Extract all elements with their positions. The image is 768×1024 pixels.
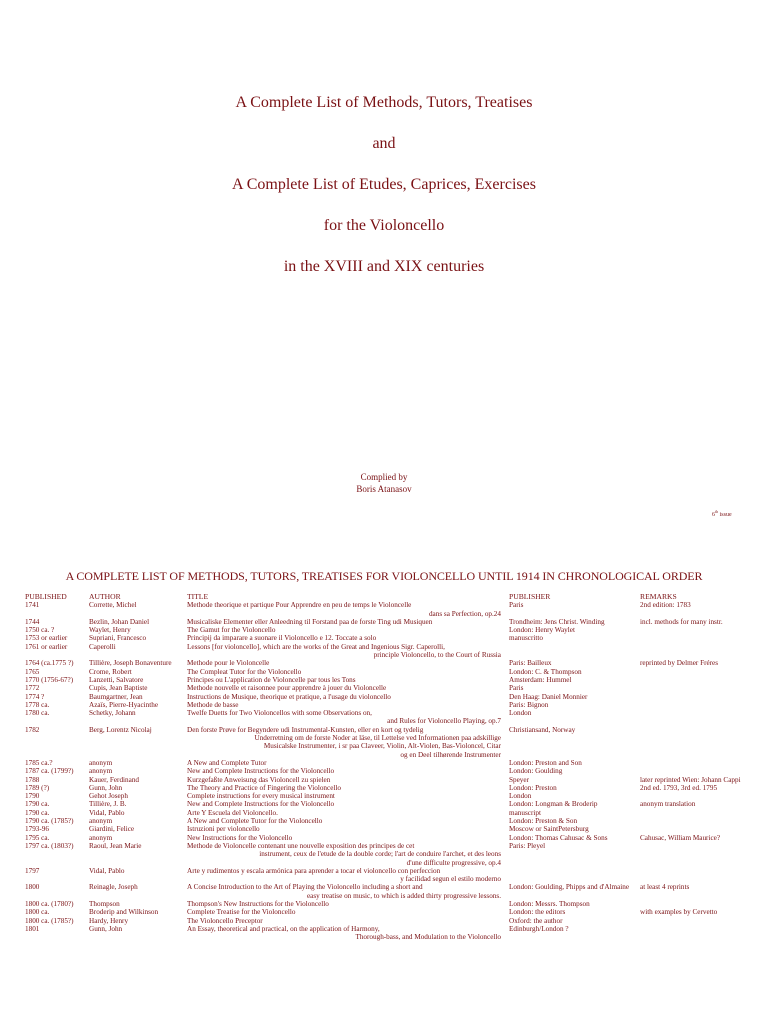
row-author: Cupis, Jean Baptiste <box>89 684 148 693</box>
row-publisher: Paris: Bignon <box>509 700 549 709</box>
row-title: New and Complete Instructions for the Violoncello <box>187 800 335 809</box>
row-publisher: Moscow or SaintPetersburg <box>509 825 589 834</box>
table-row-continuation <box>0 875 768 883</box>
table-row <box>0 834 768 842</box>
row-title-continuation: Musicalske Instrumenter, i sr paa Claveer, Violin, Alt-Violen, Bas-Violoncel, Citar <box>263 742 501 751</box>
table-row <box>0 809 768 817</box>
row-author: Kauer, Ferdinand <box>89 775 140 784</box>
row-published: 1772 <box>25 684 40 693</box>
title-line-2: and <box>372 135 396 152</box>
row-author: Vidal, Pablo <box>89 808 125 817</box>
row-published: 1770 (1756-67?) <box>25 675 74 684</box>
row-author: Bezlin, Johan Daniel <box>89 617 150 626</box>
row-remarks: later reprinted Wien: Johann Cappi <box>640 775 741 784</box>
row-publisher: London: the editors <box>509 908 566 917</box>
row-title: Twelfe Duetts for Two Violoncellos with some Observations on, <box>187 709 372 718</box>
compiled-by-block <box>0 471 768 495</box>
table-row-continuation <box>0 751 768 759</box>
row-author: Corrette, Michel <box>89 601 137 610</box>
row-title: Methode de Violoncelle contenant une nouvelle exposition des principes de cet <box>187 841 415 850</box>
row-title: Istruzioni per violoncello <box>187 825 260 834</box>
row-publisher: London <box>509 792 532 801</box>
row-author: Raoul, Jean Marie <box>89 841 142 850</box>
row-author: Thompson <box>89 899 120 908</box>
row-title-continuation: d'une difficulte progressive, op.4 <box>406 858 501 867</box>
row-remarks: 2nd ed. 1793, 3rd ed. 1795 <box>640 783 718 792</box>
table-row <box>0 908 768 916</box>
row-published: 1788 <box>25 775 40 784</box>
row-author: Baumgartner, Jean <box>89 692 143 701</box>
row-publisher: London: Longman & Broderip <box>509 800 598 809</box>
row-remarks: Cahusac, William Maurice? <box>640 833 721 842</box>
row-publisher: London: Henry Waylet <box>509 626 575 635</box>
row-publisher: Paris <box>509 601 524 610</box>
row-title: An Essay, theoretical and practical, on the application of Harmony, <box>187 924 380 933</box>
row-publisher: Edinburgh/London ? <box>509 924 569 933</box>
table-row-continuation <box>0 734 768 742</box>
row-publisher: Paris: Pleyel <box>509 841 546 850</box>
row-remarks: 2nd edition: 1783 <box>640 601 691 610</box>
row-author: Gehot Joseph <box>89 792 128 801</box>
row-title: Principes ou L'application de Violoncelle par tous les Tons <box>187 675 356 684</box>
row-publisher: London: Messrs. Thompson <box>509 899 590 908</box>
row-author: Crome, Robert <box>89 667 132 676</box>
row-title: Arte y rudimentos y escala armónica para aprender a tocar el violoncello con perfeccion <box>187 866 441 875</box>
row-title: Methode theorique et partique Pour Apprendre en peu de temps le Violoncelle <box>187 601 412 610</box>
row-title: The Violoncello Preceptor <box>187 916 263 925</box>
table-row <box>0 701 768 709</box>
row-published: 1793-96 <box>25 825 49 834</box>
row-published: 1789 (?) <box>25 783 50 792</box>
row-author: Azaïs, Pierre-Hyacinthe <box>89 700 159 709</box>
row-title: New and Complete Instructions for the Violoncello <box>187 767 335 776</box>
issue-note <box>712 509 732 518</box>
row-publisher: Amsterdam: Hummel <box>509 675 572 684</box>
row-publisher: Christiansand, Norway <box>509 725 576 734</box>
table-row <box>0 693 768 701</box>
row-title: Methode pour le Violoncelle <box>187 659 270 668</box>
row-title: The Gamut for the Violoncello <box>187 626 276 635</box>
row-title: Den forste Prøve for Begyndere udi Instrumental-Kunsten, eller en kort og tydelig <box>187 725 424 734</box>
row-title: A New and Complete Tutor <box>187 758 267 767</box>
row-title-continuation: Thorough-bass, and Modulation to the Violoncello <box>355 933 501 942</box>
table-row <box>0 659 768 667</box>
row-title: Thompson's New Instructions for the Violoncello <box>187 899 329 908</box>
row-title: Lessons [for violoncello], which are the works of the Great and Ingenious Sigr. Caperolli, <box>187 642 445 651</box>
row-publisher: London: Preston & Son <box>509 817 578 826</box>
table-row <box>0 784 768 792</box>
table-row-continuation <box>0 850 768 858</box>
header-remarks: REMARKS <box>640 593 677 601</box>
row-author: Gunn, John <box>89 783 123 792</box>
row-publisher: London: Goulding, Phipps and d'Almaine <box>509 883 630 892</box>
row-title: Methode nouvelle et raisonnee pour apprendre à jouer du Violoncelle <box>187 684 387 693</box>
row-author: Schetky, Johann <box>89 709 136 718</box>
row-publisher: London: Goulding <box>509 767 563 776</box>
header-title: TITLE <box>187 592 209 601</box>
table-row <box>0 867 768 875</box>
table-row <box>0 618 768 626</box>
row-title: Arte Y Escuela del Violoncello. <box>187 808 278 817</box>
row-publisher: manuscritto <box>509 634 543 643</box>
row-author: Tillière, J. B. <box>89 800 127 809</box>
row-title: Musicaliske Elementer eller Anleedning til Forstand paa de forste Ting udi Musiquen <box>187 617 433 626</box>
row-author: Tillière, Joseph Bonaventure <box>89 659 172 668</box>
header-author: AUTHOR <box>89 593 121 601</box>
row-author: Vidal, Pablo <box>89 866 125 875</box>
table-row <box>0 792 768 800</box>
table-row <box>0 917 768 925</box>
row-published: 1790 ca. <box>25 808 50 817</box>
row-title-continuation: og en Deel tilhørende Instrumenter <box>400 750 501 759</box>
table-row <box>0 726 768 734</box>
table-row <box>0 601 768 609</box>
row-publisher: Paris <box>509 684 524 693</box>
row-title-continuation: dans sa Perfection, op.24 <box>428 609 501 618</box>
row-author: Gunn, John <box>89 924 123 933</box>
row-title-continuation: and Rules for Violoncello Playing, op.7 <box>387 717 501 726</box>
row-published: 1795 ca. <box>25 833 50 842</box>
row-publisher: London: Thomas Cahusac & Sons <box>509 833 608 842</box>
row-published: 1774 ? <box>25 692 45 701</box>
row-published: 1753 or earlier <box>25 634 68 643</box>
table-row-continuation <box>0 859 768 867</box>
table-row <box>0 767 768 775</box>
table-row <box>0 676 768 684</box>
table-row <box>0 668 768 676</box>
list-heading: A COMPLETE LIST OF METHODS, TUTORS, TREATISES FOR VIOLONCELLO UNTIL 1914 IN CHRONOLOGICAL ORDER <box>65 569 703 583</box>
table-row <box>0 925 768 933</box>
row-published: 1765 <box>25 667 40 676</box>
issue-word: issue <box>719 512 732 518</box>
row-title: Principij da imparare a suonare il Violoncello e 12. Toccate a solo <box>187 634 377 643</box>
row-author: anonym <box>89 817 113 826</box>
row-author: anonym <box>89 833 113 842</box>
row-published: 1797 <box>25 866 40 875</box>
row-publisher: Oxford: the author <box>509 916 563 925</box>
row-title-continuation: instrument, ceux de l'etude de la double corde; l'art de conduire l'archet, et des leons <box>259 850 501 859</box>
row-title: Methode de basse <box>187 700 239 709</box>
row-publisher: London: Preston <box>509 783 557 792</box>
title-line-5: in the XVIII and XIX centuries <box>283 258 485 275</box>
table-row-continuation <box>0 610 768 618</box>
row-published: 1780 ca. <box>25 709 50 718</box>
row-remarks: with examples by Cervetto <box>640 908 718 917</box>
row-title: New Instructions for the Violoncello <box>187 833 293 842</box>
row-author: Supriani, Francesco <box>89 634 147 643</box>
row-remarks: at least 4 reprints <box>640 883 690 892</box>
table-row <box>0 842 768 850</box>
row-published: 1750 ca. ? <box>25 626 55 635</box>
table-row <box>0 759 768 767</box>
row-published: 1778 ca. <box>25 700 50 709</box>
table-row <box>0 825 768 833</box>
issue-number: 6 <box>712 512 715 518</box>
table-row <box>0 776 768 784</box>
row-published: 1800 ca. <box>25 908 50 917</box>
title-line-1: A Complete List of Methods, Tutors, Treatises <box>235 94 533 111</box>
row-published: 1741 <box>25 601 40 610</box>
table-row <box>0 684 768 692</box>
table-row <box>0 883 768 891</box>
row-author: Waylet, Henry <box>89 626 131 635</box>
title-line-3: A Complete List of Etudes, Caprices, Exercises <box>232 176 536 193</box>
row-remarks: incl. methods for many instr. <box>640 617 723 626</box>
compiled-by-label: Complied by <box>360 472 408 482</box>
row-title: Kurzgefaßte Anweisung das Violoncell zu spielen <box>187 775 331 784</box>
row-published: 1785 ca.? <box>25 758 53 767</box>
row-title-continuation: y facilidad segun el estilo moderno <box>400 875 501 884</box>
methods-table <box>0 593 768 941</box>
table-row-continuation <box>0 933 768 941</box>
row-publisher: manuscript <box>509 808 541 817</box>
row-author: anonym <box>89 758 113 767</box>
issue-suffix: th <box>715 509 719 514</box>
row-title-continuation: easy treatise on music, to which is added thirty progressive lessons. <box>306 891 501 900</box>
row-publisher: London <box>509 709 532 718</box>
table-row-continuation <box>0 892 768 900</box>
table-row <box>0 800 768 808</box>
row-author: Berg, Lorentz Nicolaj <box>89 725 152 734</box>
row-author: Caperolli <box>89 642 116 651</box>
row-author: Reinagle, Joseph <box>89 883 138 892</box>
table-row <box>0 634 768 642</box>
compiler-name: Boris Atanasov <box>356 484 412 494</box>
row-publisher: London: C. & Thompson <box>509 667 582 676</box>
row-title: Complete Treatise for the Violoncello <box>187 908 296 917</box>
row-published: 1790 <box>25 792 40 801</box>
table-row <box>0 900 768 908</box>
row-title: A New and Complete Tutor for the Violoncello <box>187 817 323 826</box>
row-publisher: Trondheim: Jens Christ. Winding <box>509 617 605 626</box>
row-title: The Compleat Tutor for the Violoncello <box>187 667 302 676</box>
row-published: 1801 <box>25 924 40 933</box>
row-title: The Theory and Practice of Fingering the Violoncello <box>187 783 341 792</box>
row-publisher: Paris: Bailleux <box>509 659 552 668</box>
row-published: 1782 <box>25 725 40 734</box>
row-author: Giardini, Felice <box>89 825 135 834</box>
row-published: 1800 ca. (1780?) <box>25 899 74 908</box>
row-published: 1797 ca. (1803?) <box>25 841 74 850</box>
row-author: anonym <box>89 767 113 776</box>
table-row-continuation <box>0 742 768 750</box>
row-author: Hardy, Henry <box>89 916 129 925</box>
table-row <box>0 817 768 825</box>
row-remarks: reprinted by Delmer Fréres <box>640 659 719 668</box>
table-header-row <box>0 593 768 601</box>
table-row-continuation <box>0 651 768 659</box>
row-title-continuation: Underretning om de forste Noder at läse, til Lettelse ved Informationen paa adskillige <box>254 734 501 743</box>
row-remarks: anonym translation <box>640 800 696 809</box>
row-title: Instructions de Musique, theorique et pratique, a l'usage du violoncello <box>187 692 391 701</box>
row-published: 1790 ca. <box>25 800 50 809</box>
table-row <box>0 643 768 651</box>
row-publisher: Speyer <box>509 775 529 784</box>
row-title-continuation: principle Violoncello, to the Court of Russia <box>373 651 501 660</box>
table-row <box>0 626 768 634</box>
row-published: 1764 (ca.1775 ?) <box>25 659 74 668</box>
title-line-4: for the Violoncello <box>323 217 445 234</box>
table-row-continuation <box>0 717 768 725</box>
header-publisher: PUBLISHER <box>509 593 551 601</box>
row-title: A Concise Introduction to the Art of Playing the Violoncello including a short and <box>187 883 423 892</box>
row-title: Complete instructions for every musical instrument <box>187 792 335 801</box>
row-published: 1744 <box>25 617 40 626</box>
row-published: 1800 <box>25 883 40 892</box>
row-published: 1800 ca. (1785?) <box>25 916 74 925</box>
row-published: 1787 ca. (1799?) <box>25 767 74 776</box>
row-published: 1761 or earlier <box>25 642 68 651</box>
row-author: Lanzetti, Salvatore <box>89 675 144 684</box>
header-published: PUBLISHED <box>25 593 67 601</box>
row-publisher: London: Preston and Son <box>509 758 582 767</box>
row-author: Broderip and Wilkinson <box>89 908 159 917</box>
row-published: 1790 ca. (1785?) <box>25 817 74 826</box>
row-publisher: Den Haag: Daniel Monnier <box>509 692 588 701</box>
table-row <box>0 709 768 717</box>
